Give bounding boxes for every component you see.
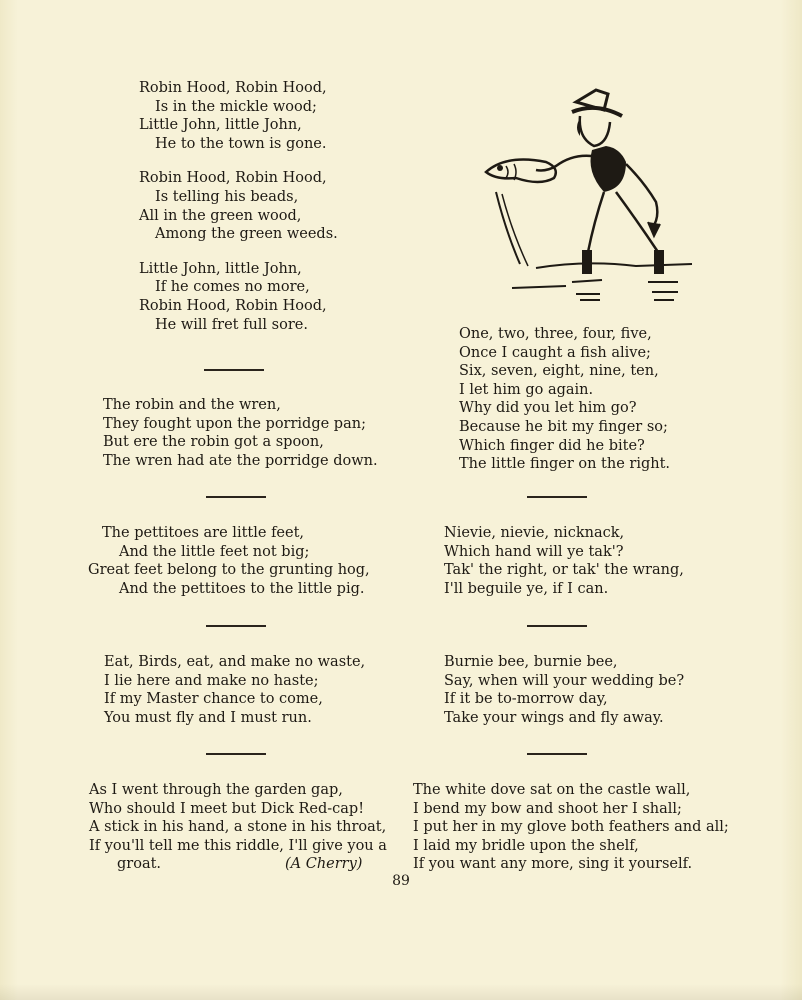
poem-line: The wren had ate the porridge down.	[103, 452, 378, 469]
poem-line: As I went through the garden gap,	[89, 782, 343, 798]
poem-line: Is telling his beads,	[155, 188, 299, 205]
poem-line: Is in the mickle wood;	[155, 98, 317, 115]
poem-line: Say, when will your wedding be?	[444, 672, 685, 689]
poem-line: Take your wings and fly away.	[444, 709, 664, 726]
poem-line: Little John, little John,	[139, 260, 302, 277]
poem-line: He will fret full sore.	[155, 316, 308, 333]
poem-line: Once I caught a fish alive;	[459, 344, 651, 361]
poem-line: The pettitoes are little feet,	[102, 525, 305, 541]
poem-line: A stick in his hand, a stone in his throat,	[89, 819, 387, 836]
poem-line: Burnie bee, burnie bee,	[444, 654, 618, 670]
poem-garden-gap	[89, 781, 387, 874]
poem-line: You must fly and I must run.	[104, 709, 312, 726]
poem-one-two-three	[459, 325, 670, 474]
separator-rule	[206, 625, 266, 627]
poem-line: I laid my bridle upon the shelf,	[413, 837, 639, 854]
poem-line: He to the town is gone.	[155, 135, 327, 152]
separator-rule	[204, 369, 264, 371]
page-number: 89	[392, 873, 410, 889]
poem-line: Among the green weeds.	[155, 226, 338, 243]
poem-line: Because he bit my finger so;	[459, 418, 668, 435]
poem-line: All in the green wood,	[139, 207, 302, 224]
page-edge-shadow	[0, 984, 802, 1000]
poem-line: And the little feet not big;	[119, 543, 310, 560]
poem-robin-wren	[103, 396, 378, 470]
poem-line: And the pettitoes to the little pig.	[119, 580, 365, 597]
poem-line: I bend my bow and shoot her I shall;	[413, 800, 682, 817]
poem-line: If he comes no more,	[155, 279, 310, 296]
poem-line-text: groat.	[117, 856, 162, 873]
poem-robin-hood	[139, 79, 338, 350]
poem-pettitoes	[88, 524, 370, 598]
poem-line: Robin Hood, Robin Hood,	[139, 170, 327, 187]
fisherman-illustration	[476, 82, 696, 322]
poem-line: Robin Hood, Robin Hood,	[139, 297, 327, 314]
poem-line: I let him go again.	[459, 381, 594, 398]
poem-line: If it be to-morrow day,	[444, 691, 608, 708]
separator-rule	[206, 753, 266, 755]
poem-line: I'll beguile ye, if I can.	[444, 580, 609, 597]
poem-line: If my Master chance to come,	[104, 691, 323, 708]
poem-line: I lie here and make no haste;	[104, 672, 319, 689]
poem-line: Robin Hood, Robin Hood,	[139, 80, 327, 96]
poem-line: The robin and the wren,	[103, 397, 281, 413]
poem-line: If you want any more, sing it yourself.	[413, 856, 693, 873]
poem-line: Which hand will ye tak'?	[444, 543, 624, 560]
poem-line: Nievie, nievie, nicknack,	[444, 525, 625, 541]
poem-line: Which finger did he bite?	[459, 437, 645, 454]
poem-white-dove	[413, 781, 729, 874]
separator-rule	[206, 496, 266, 498]
poem-line: The little finger on the right.	[459, 456, 671, 473]
poem-line: Six, seven, eight, nine, ten,	[459, 363, 659, 380]
poem-line: Great feet belong to the grunting hog,	[88, 562, 370, 579]
separator-rule	[527, 496, 587, 498]
poem-line: Eat, Birds, eat, and make no waste,	[104, 654, 366, 670]
poem-line: They fought upon the porridge pan;	[103, 415, 366, 432]
poem-line: The white dove sat on the castle wall,	[413, 782, 691, 798]
poem-eat-birds	[104, 653, 365, 727]
poem-line: I put her in my glove both feathers and all;	[413, 819, 729, 836]
separator-rule	[527, 753, 587, 755]
poem-line: If you'll tell me this riddle, I'll give you a	[89, 837, 387, 854]
poem-line: Little John, little John,	[139, 117, 302, 134]
poem-nievie	[444, 524, 684, 598]
poem-line: Why did you let him go?	[459, 400, 637, 417]
poem-line: But ere the robin got a spoon,	[103, 434, 324, 451]
poem-burnie-bee	[444, 653, 684, 727]
poem-line: Who should I meet but Dick Red-cap!	[89, 800, 365, 817]
riddle-answer: (A Cherry)	[285, 856, 363, 873]
poem-line	[89, 855, 387, 874]
poem-line: Tak' the right, or tak' the wrang,	[444, 562, 684, 579]
poem-line: One, two, three, four, five,	[459, 326, 652, 342]
separator-rule	[527, 625, 587, 627]
